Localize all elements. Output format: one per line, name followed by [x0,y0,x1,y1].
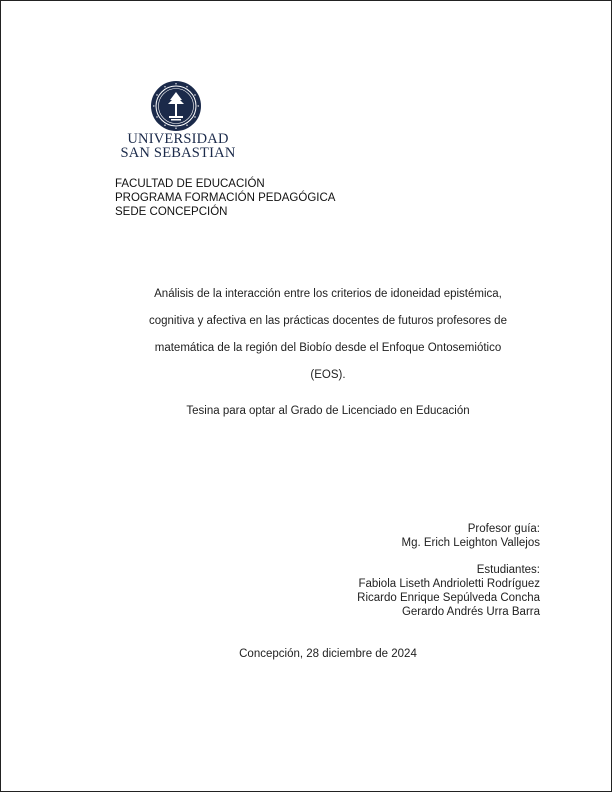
students-label: Estudiantes: [476,564,540,576]
university-name-line2: SAN SEBASTIAN [120,145,236,161]
university-name [116,132,240,160]
program-line: PROGRAMA FORMACIÓN PEDAGÓGICA [115,192,336,204]
university-name-line1: UNIVERSIDAD [127,131,229,147]
thesis-title [100,281,556,389]
thesis-title-line: (EOS). [310,369,346,381]
students-block [357,563,540,619]
student-name: Fabiola Liseth Andrioletti Rodríguez [358,578,540,590]
advisor-name: Mg. Erich Leighton Vallejos [401,537,540,549]
thesis-title-line: matemática de la región del Biobío desde el Enfoque Ontosemiótico [154,342,502,354]
thesis-title-line: cognitiva y afectiva en las prácticas docentes de futuros profesores de [149,315,507,327]
advisor-block [402,522,541,550]
faculty-line: FACULTAD DE EDUCACIÓN [115,178,265,190]
student-name: Gerardo Andrés Urra Barra [401,606,540,618]
student-name: Ricardo Enrique Sepúlveda Concha [357,592,540,604]
date-line: Concepción, 28 diciembre de 2024 [239,648,417,660]
advisor-label: Profesor guía: [467,523,540,535]
faculty-block [115,177,335,219]
campus-line: SEDE CONCEPCIÓN [115,206,228,218]
university-seal-logo [150,80,202,132]
degree-statement: Tesina para optar al Grado de Licenciado en Educación [186,405,470,417]
thesis-title-line: Análisis de la interacción entre los criterios de idoneidad epistémica, [154,288,502,300]
